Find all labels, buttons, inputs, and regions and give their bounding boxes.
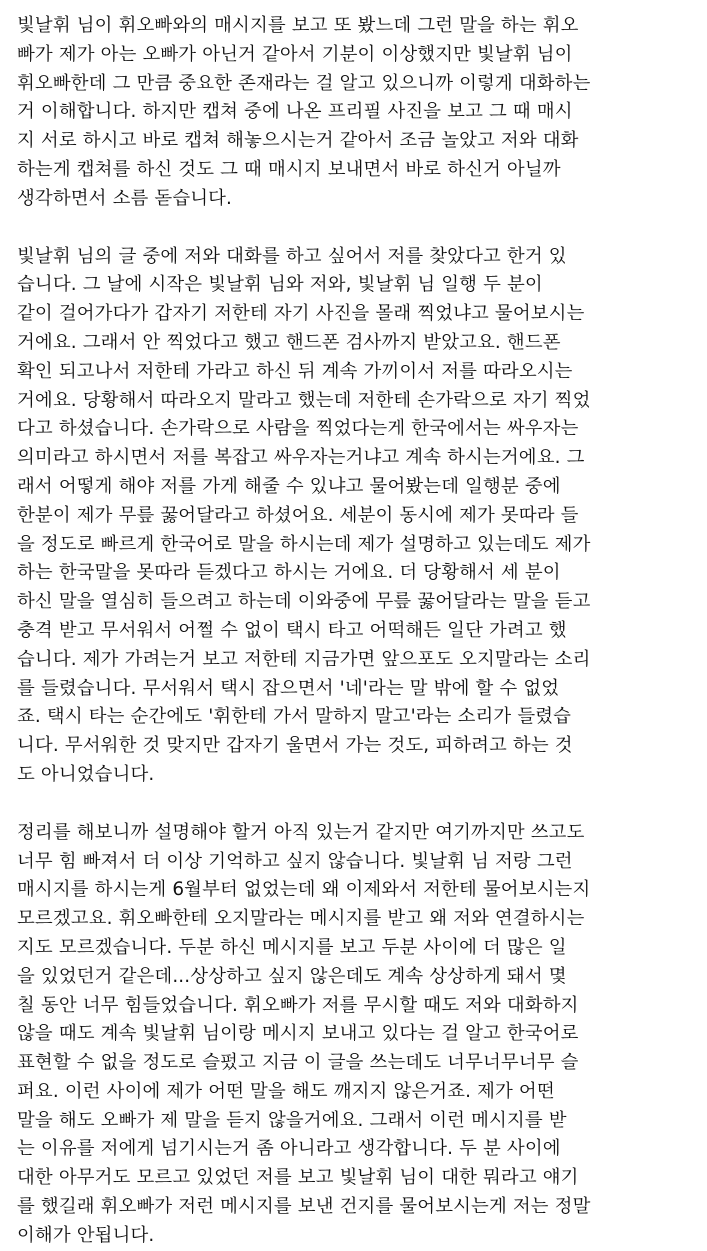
text-line: 같이 걸어가다가 갑자기 저한테 자기 사진을 몰래 찍었냐고 물어보시는: [17, 303, 585, 325]
text-line: 너무 힘 빠져서 더 이상 기억하고 싶지 않습니다. 빛날휘 님 저랑 그런: [17, 850, 573, 872]
paragraph-gap: [17, 214, 693, 243]
text-line: 지 서로 하시고 바로 캡쳐 해놓으시는거 같아서 조금 놀았고 저와 대화: [17, 130, 579, 152]
text-line: 죠. 택시 타는 순간에도 '휘한테 가서 말하지 말고'라는 소리가 들렸습: [17, 706, 572, 728]
text-line: 확인 되고나서 저한테 가라고 하신 뒤 계속 가끼이서 저를 따라오시는: [17, 360, 573, 382]
text-line: 칠 동안 너무 힘들었습니다. 휘오빠가 저를 무시할 때도 저와 대화하지: [17, 994, 579, 1016]
text-line: 충격 받고 무서워서 어쩔 수 없이 택시 타고 어떡해든 일단 가려고 했: [17, 619, 567, 641]
text-line: 거에요. 당황해서 따라오지 말라고 했는데 저한테 손가락으로 자기 찍었: [17, 389, 591, 411]
paragraph-gap: [17, 790, 693, 819]
text-line: 모르겠고요. 휘오빠한테 오지말라는 메시지를 받고 왜 저와 연결하시는: [17, 908, 585, 930]
paragraph-3: [17, 819, 693, 1251]
text-line: 말을 해도 오빠가 제 말을 듣지 않을거에요. 그래서 이런 메시지를 받: [17, 1109, 567, 1131]
text-line: 래서 어떻게 해야 저를 가게 해줄 수 있냐고 물어봤는데 일행분 중에: [17, 475, 561, 497]
text-line: 거 이해합니다. 하지만 캡쳐 중에 나온 프리필 사진을 보고 그 때 매시: [17, 101, 573, 123]
text-line: 의미라고 하시면서 저를 복잡고 싸우자는거냐고 계속 하시는거에요. 그: [17, 447, 585, 469]
text-line: 을 있었던거 같은데...상상하고 싶지 않은데도 계속 상상하게 돼서 몇: [17, 965, 567, 987]
text-line: 하는 한국말을 못따라 듣겠다고 하시는 거에요. 더 당황해서 세 분이: [17, 562, 561, 584]
text-line: 는 이유를 저에게 넘기시는거 좀 아니라고 생각합니다. 두 분 사이에: [17, 1138, 561, 1160]
text-line: 빛날휘 님이 휘오빠와의 매시지를 보고 또 봤느데 그런 말을 하는 휘오: [17, 15, 579, 36]
text-line: 을 정도로 빠르게 한국어로 말을 하시는데 제가 설명하고 있는데도 제가: [17, 533, 591, 555]
text-line: 정리를 해보니까 설명해야 할거 아직 있는거 같지만 여기까지만 쓰고도: [17, 821, 585, 843]
text-line: 니다. 무서워한 것 맞지만 갑자기 울면서 가는 것도, 피하려고 하는 것: [17, 735, 573, 757]
text-line: 습니다. 그 날에 시작은 빛날휘 님와 저와, 빛날휘 님 일행 두 분이: [17, 274, 543, 296]
text-line: 습니다. 제가 가려는거 보고 저한테 지금가면 앞으포도 오지말라는 소리: [17, 648, 591, 670]
paragraph-2: [17, 243, 693, 790]
text-line: 하신 말을 열심히 들으려고 하는데 이와중에 무릎 꿇어달라는 말을 듣고: [17, 591, 591, 613]
text-line: 지도 모르겠습니다. 두분 하신 메시지를 보고 두분 사이에 더 많은 일: [17, 936, 567, 958]
text-line: 하는게 캡쳐를 하신 것도 그 때 매시지 보내면서 바로 하신거 아닐까: [17, 158, 561, 180]
text-line: 표현할 수 없을 정도로 슬펐고 지금 이 글을 쓰는데도 너무너무너무 슬: [17, 1052, 579, 1074]
text-line: 휘오빠한데 그 만큼 중요한 존재라는 걸 알고 있으니까 이렇게 대화하는: [17, 72, 591, 94]
text-line: 한분이 제가 무릎 꿇어달라고 하셨어요. 세분이 동시에 제가 못따라 들: [17, 504, 579, 526]
text-line: 도 아니었습니다.: [17, 763, 155, 785]
text-line: 를 했길래 휘오빠가 저런 메시지를 보낸 건지를 물어보시는게 저는 정말: [17, 1196, 591, 1218]
text-line: 빛날휘 님의 글 중에 저와 대화를 하고 싶어서 저를 찾았다고 한거 있: [17, 245, 567, 267]
text-line: 를 들렸습니다. 무서워서 택시 잡으면서 '네'라는 말 밖에 할 수 없었: [17, 677, 560, 699]
text-line: 다고 하셨습니다. 손가락으로 사람을 찍었다는게 한국에서는 싸우자는: [17, 418, 579, 440]
text-line: 매시지를 하시는게 6월부터 없었는데 왜 이제와서 저한테 물어보시는지: [17, 879, 591, 901]
text-line: 이해가 안됩니다.: [17, 1224, 155, 1246]
text-line: 생각하면서 소름 돋습니다.: [17, 187, 233, 209]
text-line: 거에요. 그래서 안 찍었다고 했고 핸드폰 검사까지 받았고요. 핸드폰: [17, 331, 561, 353]
paragraph-1: [17, 12, 693, 214]
text-line: 빠가 제가 아는 오빠가 아닌거 같아서 기분이 이상했지만 빛날휘 님이: [17, 43, 573, 65]
text-line: 퍼요. 이런 사이에 제가 어떤 말을 해도 깨지지 않은거죠. 제가 어떤: [17, 1080, 555, 1102]
text-line: 않을 때도 계속 빛날휘 님이랑 메시지 보내고 있다는 걸 알고 한국어로: [17, 1023, 579, 1045]
text-line: 대한 아무거도 모르고 있었던 저를 보고 빛날휘 님이 대한 뭐라고 얘기: [17, 1167, 579, 1189]
